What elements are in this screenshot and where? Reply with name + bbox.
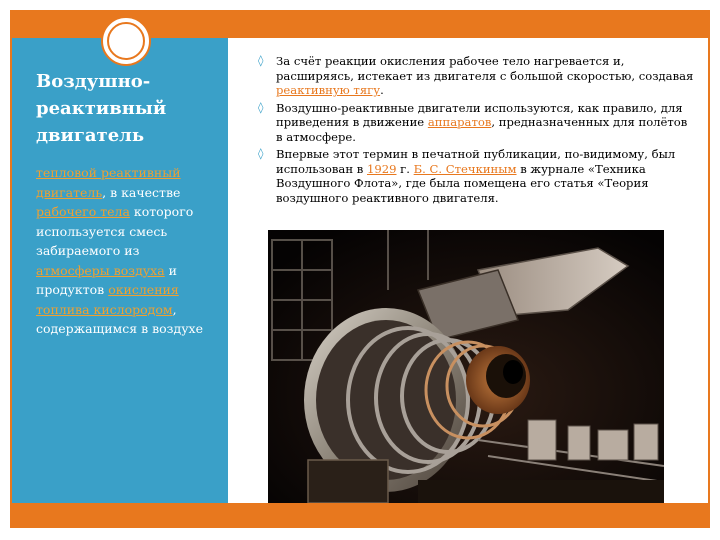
definition-text [36, 163, 216, 339]
link-atmosphere-air[interactable]: атмосферы воздуха [36, 262, 165, 278]
link-jet-thrust[interactable]: реактивную тягу [276, 83, 381, 97]
bullet-item [256, 147, 696, 205]
decorative-inner-circle-icon [107, 22, 145, 60]
link-aircraft[interactable]: аппаратов [427, 115, 492, 129]
link-stechkin[interactable]: Б. С. Стечкиным [413, 161, 517, 176]
bullet-text: , предназначенных для полётов в атмосфере. [276, 115, 688, 144]
bullet-item [256, 54, 696, 98]
jet-engine-photo [268, 230, 664, 503]
bullet-text: Воздушно-реактивные двигатели используются, как правило, для приведения в движение [276, 100, 683, 129]
bullet-item [256, 101, 696, 145]
title-line: Воздушно- [36, 71, 151, 92]
jet-engine-illustration [268, 230, 664, 503]
definition-fragment: , содержащимся в воздухе [36, 301, 203, 336]
bullet-text: в журнале «Техника Воздушного Флота», где была помещена его статья «Теория воздушного реактивного двигателя. [276, 161, 649, 205]
definition-fragment: которого используется смесь забираемого из [36, 204, 194, 258]
bottom-accent-bar [10, 503, 710, 528]
bullet-text: г. [396, 161, 414, 176]
bullet-icon: ◊ [258, 147, 264, 160]
definition-fragment: и продуктов [36, 262, 177, 297]
slide-title [36, 68, 221, 149]
link-working-body[interactable]: рабочего тела [36, 204, 130, 219]
bullet-icon: ◊ [258, 54, 264, 67]
title-line: двигатель [36, 125, 145, 146]
bullet-text: За счёт реакции окисления рабочее тело нагревается и, расширяясь, истекает из двигателя с большой скоростью, создавая [276, 54, 694, 83]
title-line: реактивный [36, 98, 167, 119]
link-fuel-oxidation[interactable]: окисления топлива кислородом [36, 282, 179, 317]
link-year-1929[interactable]: 1929 [366, 161, 397, 176]
bullet-text: . [380, 83, 384, 97]
bullet-list [256, 54, 696, 208]
bullet-text: Впервые этот термин в печатной публикации, по-видимому, был использован в [276, 147, 676, 176]
link-jet-engine[interactable]: тепловой реактивный двигатель [36, 165, 181, 200]
bullet-icon: ◊ [258, 100, 264, 114]
definition-fragment: , в качестве [102, 184, 181, 200]
